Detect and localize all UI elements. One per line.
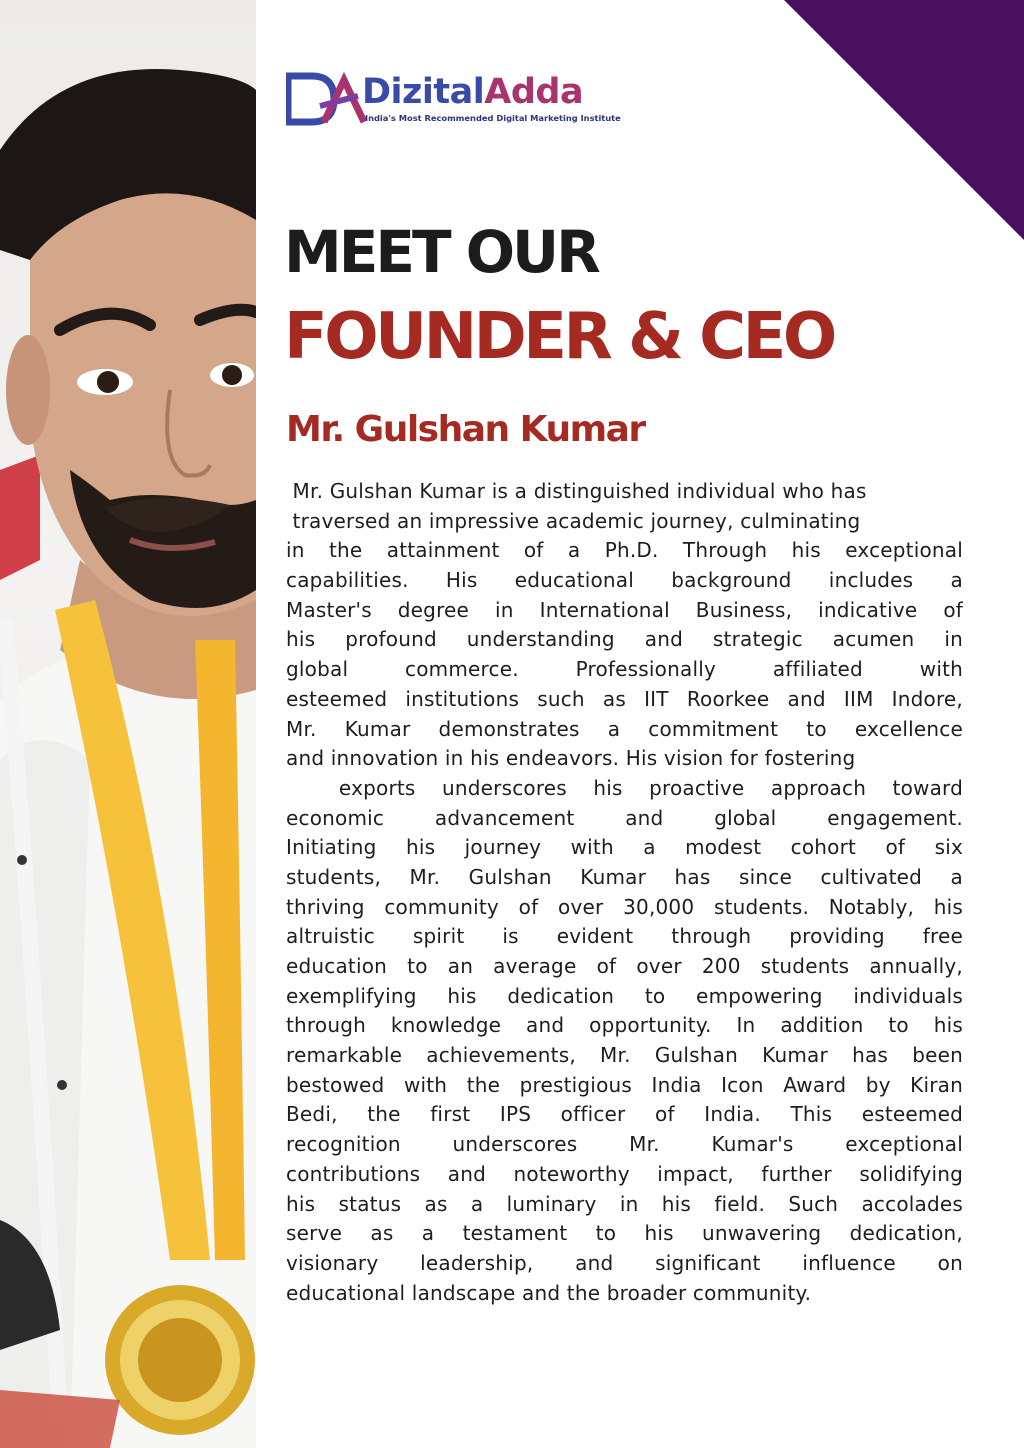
heading-line2: FOUNDER & CEO	[284, 300, 834, 374]
brand-logo	[286, 72, 626, 130]
bio-line: his status as a luminary in his field. Such accolades	[286, 1191, 963, 1216]
bio-line: altruistic spirit is evident through providing free	[286, 924, 963, 949]
bio-line: economic advancement and global engagement.	[286, 805, 963, 830]
bio-line: contributions and noteworthy impact, further solidifying	[286, 1161, 963, 1186]
bio-line: and innovation in his endeavors. His vision for fostering	[286, 746, 856, 771]
bio-line: traversed an impressive academic journey, culminating	[286, 508, 861, 533]
bio-line: remarkable achievements, Mr. Gulshan Kumar has been	[286, 1043, 963, 1068]
bio-line: students, Mr. Gulshan Kumar has since cultivated a	[286, 864, 963, 889]
bio-line: Bedi, the first IPS officer of India. This esteemed	[286, 1102, 963, 1127]
logo-mark-icon	[286, 72, 366, 126]
bio-line: capabilities. His educational background includes a	[286, 568, 963, 593]
bio-line: recognition underscores Mr. Kumar's exceptional	[286, 1132, 963, 1157]
bio-line: Mr. Kumar demonstrates a commitment to excellence	[286, 716, 963, 741]
bio-line: Initiating his journey with a modest cohort of six	[286, 835, 963, 860]
heading-line1: MEET OUR	[284, 218, 598, 286]
bio-line: Master's degree in International Business, indicative of	[286, 597, 963, 622]
bio-line: exports underscores his proactive approach toward	[286, 775, 963, 800]
bio-line: in the attainment of a Ph.D. Through his exceptional	[286, 538, 963, 563]
bio-line: global commerce. Professionally affiliated with	[286, 657, 963, 682]
bio-line: through knowledge and opportunity. In addition to his	[286, 1013, 963, 1038]
bio-line: educational landscape and the broader community.	[286, 1280, 812, 1305]
bio-line: exemplifying his dedication to empowering individuals	[286, 983, 963, 1008]
bio-line: esteemed institutions such as IIT Roorkee and IIM Indore,	[286, 686, 963, 711]
logo-tagline: India's Most Recommended Digital Marketing Institute	[365, 113, 621, 123]
corner-decoration	[784, 0, 1024, 240]
logo-name-part1: Dizital	[362, 72, 485, 112]
bio-line: thriving community of over 30,000 students. Notably, his	[286, 894, 963, 919]
bio-line: his profound understanding and strategic acumen in	[286, 627, 963, 652]
bio-line: serve as a testament to his unwavering dedication,	[286, 1221, 963, 1246]
bio-line: bestowed with the prestigious India Icon Award by Kiran	[286, 1072, 963, 1097]
person-name: Mr. Gulshan Kumar	[286, 409, 645, 450]
bio-text	[286, 477, 963, 1308]
logo-name	[362, 72, 583, 112]
founder-portrait	[0, 0, 256, 1448]
bio-line: Mr. Gulshan Kumar is a distinguished individual who has	[286, 479, 867, 503]
bio-line: visionary leadership, and significant influence on	[286, 1250, 963, 1275]
bio-line: education to an average of over 200 students annually,	[286, 954, 963, 978]
logo-name-part2: Adda	[484, 72, 584, 112]
